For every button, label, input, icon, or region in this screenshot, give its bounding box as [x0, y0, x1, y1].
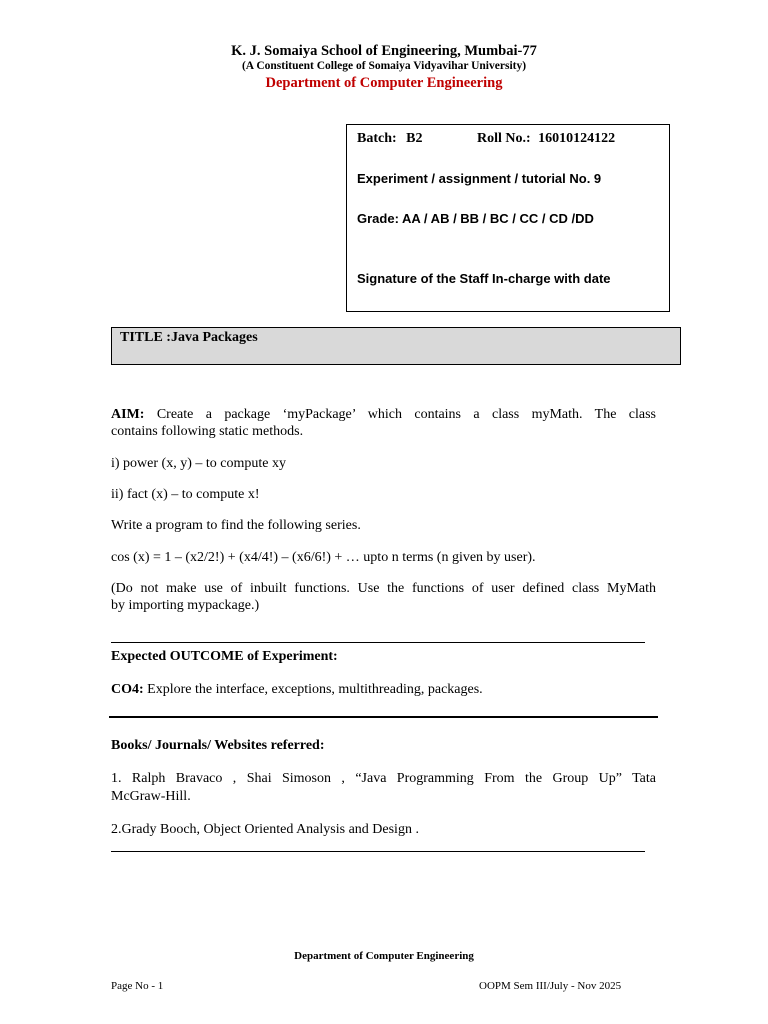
references-heading: Books/ Journals/ Websites referred:: [111, 738, 325, 753]
divider: [111, 642, 645, 643]
course-info: OOPM Sem III/July - Nov 2025: [479, 980, 622, 992]
grade-line: Grade: AA / AB / BB / BC / CC / CD /DD: [357, 211, 594, 226]
divider-bottom: [111, 851, 645, 852]
aim-label: AIM:: [111, 407, 145, 422]
institution-name: K. J. Somaiya School of Engineering, Mumbai-77: [231, 43, 537, 59]
student-info-box: [346, 124, 670, 312]
aim-line-1: [111, 406, 656, 423]
batch-value: B2: [406, 131, 423, 146]
experiment-number: Experiment / assignment / tutorial No. 9: [357, 171, 602, 186]
title-text: TITLE :Java Packages: [120, 330, 258, 345]
divider-thick: [109, 716, 658, 718]
outcome-heading: Expected OUTCOME of Experiment:: [111, 649, 338, 664]
outcome-co: [111, 681, 656, 698]
roll-value: 16010124122: [538, 131, 616, 146]
signature-line: Signature of the Staff In-charge with date: [357, 271, 611, 286]
aim-text-1: Create a package ‘myPackage’ which contains a class myMath. The class: [156, 407, 657, 422]
department-heading: Department of Computer Engineering: [265, 75, 503, 91]
aim-note-1: (Do not make use of inbuilt functions. Use the functions of user defined class MyMath: [111, 581, 656, 596]
batch-label: Batch:: [357, 131, 397, 146]
page-number: Page No - 1: [111, 980, 164, 992]
institution-subtitle: (A Constituent College of Somaiya Vidyavihar University): [241, 60, 527, 72]
aim-item-power: i) power (x, y) – to compute xy: [111, 456, 286, 471]
reference-1-line-2: McGraw-Hill.: [111, 789, 191, 804]
roll-label: Roll No.:: [477, 131, 531, 146]
title-box: [111, 327, 681, 365]
aim-note-2: by importing mypackage.): [111, 598, 260, 613]
batch-roll-line: [357, 131, 616, 147]
roll-number: [477, 131, 615, 147]
footer-department: Department of Computer Engineering: [294, 950, 474, 962]
co-label: CO4:: [111, 682, 144, 697]
aim-line-2: contains following static methods.: [111, 424, 304, 439]
aim-item-fact: ii) fact (x) – to compute x!: [111, 487, 260, 502]
co-text: Explore the interface, exceptions, multithreading, packages.: [147, 682, 483, 697]
aim-program: Write a program to find the following series.: [111, 518, 361, 533]
reference-2: 2.Grady Booch, Object Oriented Analysis and Design .: [111, 822, 419, 837]
reference-1-line-1: 1. Ralph Bravaco , Shai Simoson , “Java Programming From the Group Up” Tata: [111, 771, 656, 786]
aim-series: cos (x) = 1 – (x2/2!) + (x4/4!) – (x6/6!) + … upto n terms (n given by user).: [111, 550, 536, 565]
